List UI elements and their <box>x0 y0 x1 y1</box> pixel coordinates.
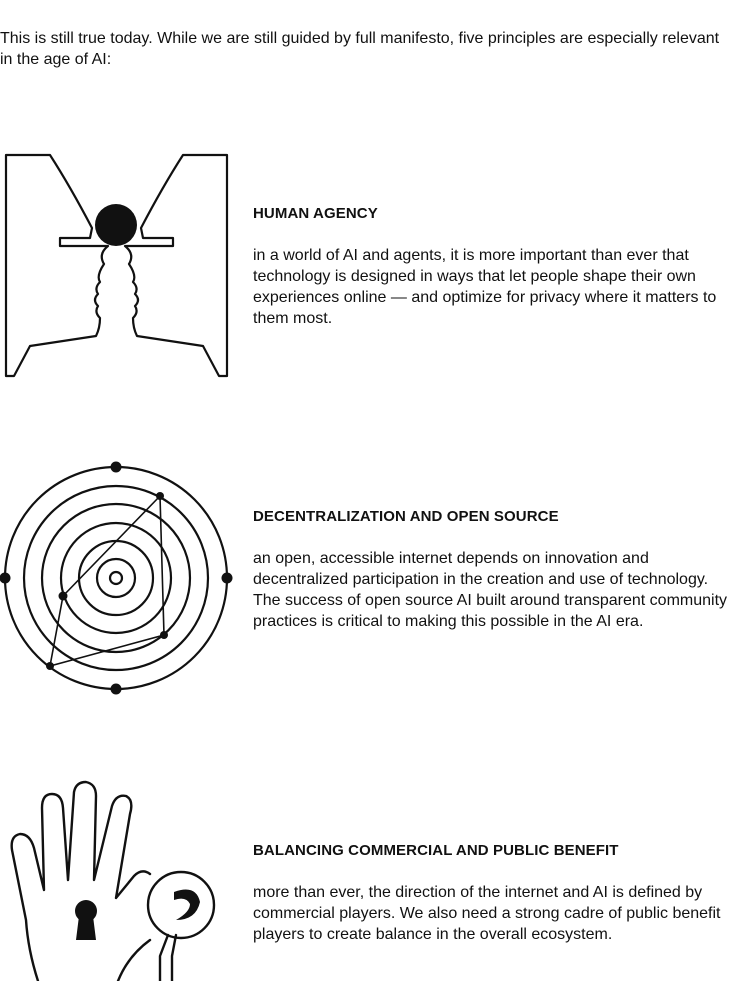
hand-key-icon <box>0 780 240 981</box>
principle-heading: BALANCING COMMERCIAL AND PUBLIC BENEFIT <box>253 842 619 859</box>
principle-balancing-benefit <box>0 780 738 981</box>
intro-paragraph: This is still true today. While we are still guided by full manifesto, five principles are especially relevant in the age of AI: <box>0 30 720 68</box>
principle-decentralization <box>0 455 738 700</box>
principle-body: an open, accessible internet depends on innovation and decentralized participation in the creation and use of technology. The success of open source AI built around transparent community practices is critical to making this possible in the AI era. <box>253 550 728 630</box>
principle-heading: HUMAN AGENCY <box>253 205 378 222</box>
concentric-circles-icon <box>0 455 240 700</box>
principle-body: more than ever, the direction of the internet and AI is defined by commercial players. We also need a strong cadre of public benefit players to create balance in the overall ecosystem. <box>253 884 721 943</box>
two-faces-icon <box>0 150 235 385</box>
principle-body: in a world of AI and agents, it is more important than ever that technology is designed in ways that let people shape their own experiences online — and optimize for privacy where it matters to them most. <box>253 247 717 327</box>
principle-heading: DECENTRALIZATION AND OPEN SOURCE <box>253 508 559 525</box>
principle-human-agency <box>0 150 738 385</box>
